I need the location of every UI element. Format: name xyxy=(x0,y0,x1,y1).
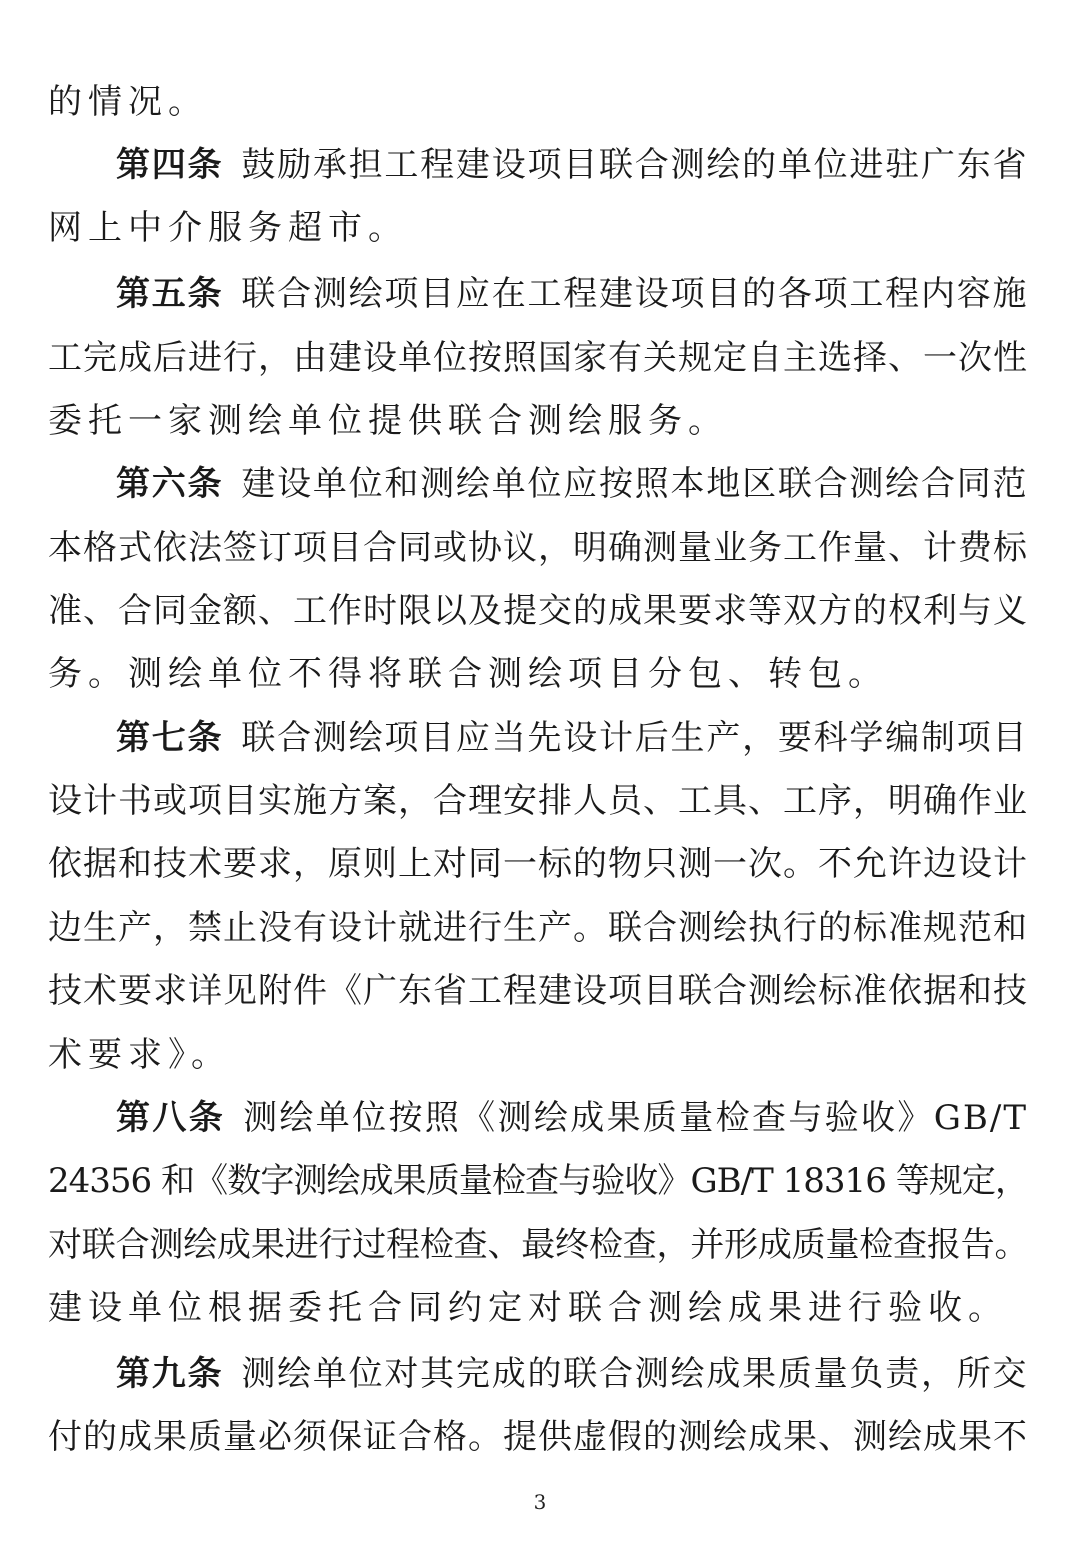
article-label: 第八条 xyxy=(116,1098,226,1138)
body-line: 网上中介服务超市。 xyxy=(48,208,408,248)
article-7-first-line xyxy=(116,706,1028,770)
body-line: 工完成后进行，由建设单位按照国家有关规定自主选择、一次性 xyxy=(48,338,1028,378)
article-6-first-line xyxy=(116,452,1028,516)
body-line: 务。测绘单位不得将联合测绘项目分包、转包。 xyxy=(48,654,888,694)
body-line: 对联合测绘成果进行过程检查、最终检查，并形成质量检查报告。 xyxy=(48,1225,1028,1265)
article-9-first-line xyxy=(116,1342,1028,1406)
article-label: 第七条 xyxy=(116,718,224,758)
body-line: 的情况。 xyxy=(48,82,208,122)
body-line: 委托一家测绘单位提供联合测绘服务。 xyxy=(48,401,728,441)
body-line: 准、合同金额、工作时限以及提交的成果要求等双方的权利与义 xyxy=(48,591,1028,631)
article-text: 鼓励承担工程建设项目联合测绘的单位进驻广东省 xyxy=(241,145,1028,185)
article-text: 联合测绘项目应在工程建设项目的各项工程内容施 xyxy=(241,274,1028,314)
article-label: 第五条 xyxy=(116,274,224,314)
body-line: 依据和技术要求，原则上对同一标的物只测一次。不允许边设计 xyxy=(48,844,1028,884)
article-text: 联合测绘项目应当先设计后生产，要科学编制项目 xyxy=(241,718,1028,758)
body-line: 边生产，禁止没有设计就进行生产。联合测绘执行的标准规范和 xyxy=(48,908,1028,948)
body-line: 付的成果质量必须保证合格。提供虚假的测绘成果、测绘成果不 xyxy=(48,1417,1028,1457)
body-line: 技术要求详见附件《广东省工程建设项目联合测绘标准依据和技 xyxy=(48,971,1028,1011)
body-line: 术要求》。 xyxy=(48,1035,231,1075)
body-line: 24356 和《数字测绘成果质量检查与验收》GB/T 18316 等规定， xyxy=(48,1161,1028,1201)
article-8-first-line xyxy=(116,1086,1028,1150)
article-text: 测绘单位对其完成的联合测绘成果质量负责，所交 xyxy=(241,1354,1028,1394)
article-5-first-line xyxy=(116,262,1028,326)
body-line: 设计书或项目实施方案，合理安排人员、工具、工序，明确作业 xyxy=(48,781,1028,821)
article-text: 建设单位和测绘单位应按照本地区联合测绘合同范 xyxy=(241,464,1028,504)
body-line: 建设单位根据委托合同约定对联合测绘成果进行验收。 xyxy=(48,1288,1008,1328)
body-line: 本格式依法签订项目合同或协议，明确测量业务工作量、计费标 xyxy=(48,528,1028,568)
article-text: 测绘单位按照《测绘成果质量检查与验收》GB/T xyxy=(243,1098,1029,1138)
article-label: 第九条 xyxy=(116,1354,224,1394)
article-label: 第六条 xyxy=(116,464,224,504)
article-label: 第四条 xyxy=(116,145,224,185)
page-number: 3 xyxy=(533,1490,547,1514)
article-4-first-line xyxy=(116,133,1028,197)
